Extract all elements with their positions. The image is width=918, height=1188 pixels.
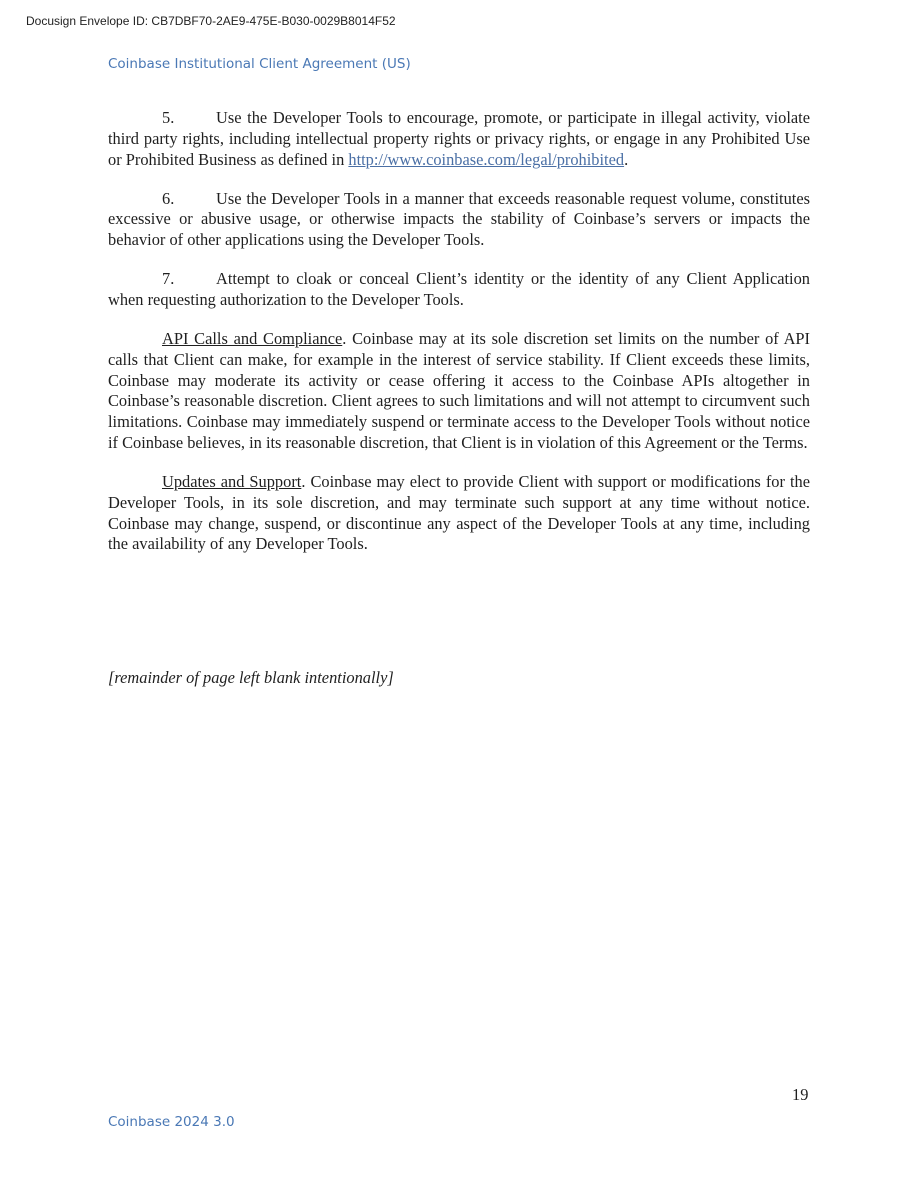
list-item-text-end: .: [624, 149, 629, 169]
section-updates-support: [108, 472, 810, 555]
section-api-calls-compliance: [108, 329, 810, 454]
document-footer: Coinbase 2024 3.0: [108, 1114, 235, 1130]
document-header-title: Coinbase Institutional Client Agreement (US): [108, 56, 411, 72]
list-item-number: 6.: [162, 188, 175, 208]
envelope-id: Docusign Envelope ID: CB7DBF70-2AE9-475E-B030-0029B8014F52: [26, 14, 396, 28]
section-text: . Coinbase may elect to provide Client with support or modifications for the Developer Tools, in its sole discretion, and may terminate such support at any time without notice. Coinbase may change, suspend, or discontinue any aspect of the Developer Tools at any time, including the availability of any Developer Tools.: [108, 471, 810, 554]
list-item-7: [108, 269, 810, 311]
list-item-text: Attempt to cloak or conceal Client’s identity or the identity of any Client Application when requesting authorization to the Developer Tools.: [108, 269, 810, 309]
prohibited-use-link[interactable]: http://www.coinbase.com/legal/prohibited: [348, 149, 625, 169]
list-item-text: Use the Developer Tools to encourage, promote, or participate in illegal activity, violate third party rights, including intellectual property rights or privacy rights, or engage in any Prohibited Use or Prohibited Business as defined in: [108, 108, 810, 169]
list-item-text: Use the Developer Tools in a manner that exceeds reasonable request volume, constitutes excessive or abusive usage, or otherwise impacts the stability of Coinbase’s servers or impacts the behavior of other applications using the Developer Tools.: [108, 188, 810, 250]
remainder-blank-note: [remainder of page left blank intentionally]: [108, 668, 394, 687]
list-item-6: [108, 189, 810, 251]
section-heading: Updates and Support: [162, 471, 302, 491]
list-item-number: 7.: [162, 269, 175, 289]
list-item-5: [108, 108, 810, 170]
section-heading: API Calls and Compliance: [162, 328, 343, 348]
section-text: . Coinbase may at its sole discretion set limits on the number of API calls that Client can make, for example in the interest of service stability. If Client exceeds these limits, Coinbase may moderate its activity or cease offering it access to the Coinbase APIs altogether in Coinbase’s reasonable discretion. Client agrees to such limitations and will not attempt to circumvent such limitations. Coinbase may immediately suspend or terminate access to the Developer Tools without notice if Coinbase believes, in its reasonable discretion, that Client is in violation of this Agreement or the Terms.: [108, 328, 810, 452]
page-number: 19: [792, 1085, 809, 1104]
document-body: [108, 108, 810, 573]
list-item-number: 5.: [162, 108, 175, 127]
